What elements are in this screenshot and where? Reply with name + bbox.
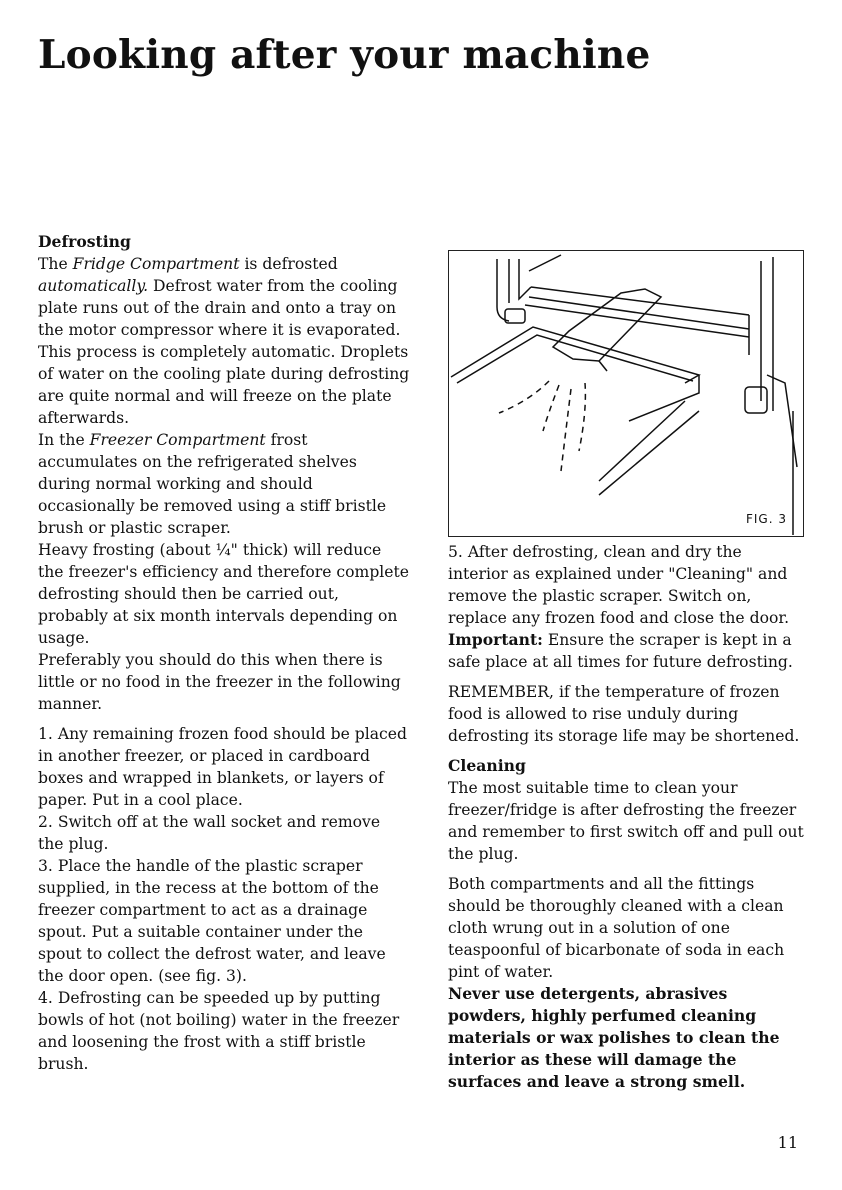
page-title: Looking after your machine xyxy=(38,32,651,78)
step-1: 1. Any remaining frozen food should be placed in another freezer, or placed in cardboard boxes and wrapped in blankets, or layers of paper. Put in a cool place. xyxy=(38,725,407,809)
important-label: Important: xyxy=(448,630,543,649)
fridge-defrost-paragraph xyxy=(38,253,410,429)
right-column xyxy=(448,541,806,1093)
cleaning-heading: Cleaning xyxy=(448,756,526,775)
remember-note: REMEMBER, if the temperature of frozen food is allowed to rise unduly during defrosting its storage life may be shortened. xyxy=(448,683,800,745)
step-2: 2. Switch off at the wall socket and remove the plug. xyxy=(38,813,381,853)
text-run-italic: automatically. xyxy=(38,277,149,295)
cleaning-paragraph-2: Both compartments and all the fittings should be thoroughly cleaned with a clean cloth wrung out in a solution of one teaspoonful of bicarbonate of soda in each pint of water. xyxy=(448,875,785,981)
scraper-drainage-drawing xyxy=(449,251,802,535)
important-text: Ensure the scraper is kept in a safe place at all times for future defrosting. xyxy=(448,631,793,671)
defrosting-heading: Defrosting xyxy=(38,232,131,251)
cleaning-warning: Never use detergents, abrasives powders, highly perfumed cleaning materials or wax polishes to clean the interior as these will damage the surfaces and leave a strong smell. xyxy=(448,984,780,1091)
step-5: 5. After defrosting, clean and dry the interior as explained under "Cleaning" and remove the plastic scraper. Switch on, replace any frozen food and close the door. xyxy=(448,543,790,627)
figure-label: FIG. 3 xyxy=(745,512,787,526)
fig-3-illustration xyxy=(448,250,804,537)
step-4: 4. Defrosting can be speeded up by putting bowls of hot (not boiling) water in the freezer and loosening the frost with a stiff bristle brush. xyxy=(38,989,400,1073)
important-note xyxy=(448,629,806,673)
freezer-frost-paragraph xyxy=(38,429,410,539)
preferably-paragraph: Preferably you should do this when there is little or no food in the freezer in the following manner. xyxy=(38,651,401,713)
text-run: is defrosted xyxy=(239,255,338,273)
left-column xyxy=(38,231,410,1075)
page-number: 11 xyxy=(777,1133,798,1152)
text-run: In the xyxy=(38,431,90,449)
heavy-frosting-paragraph: Heavy frosting (about ¼" thick) will reduce the freezer's efficiency and therefore complete defrosting should then be carried out, probably at six month intervals depending on usage. xyxy=(38,541,410,647)
text-run: Defrost water from the cooling plate runs out of the drain and onto a tray on the motor compressor where it is evaporated. This process is completely automatic. Droplets of water on the cooling plate during defrosting are quite normal and will freeze on the plate afterwards. xyxy=(38,277,410,427)
step-3: 3. Place the handle of the plastic scraper supplied, in the recess at the bottom of the freezer compartment to act as a drainage spout. Put a suitable container under the spout to collect the defrost water, and leave the door open. (see fig. 3). xyxy=(38,857,386,985)
text-run-italic: Freezer Compartment xyxy=(89,431,266,449)
text-run: frost accumulates on the refrigerated shelves during normal working and should occasionally be removed using a stiff bristle brush or plastic scraper. xyxy=(38,431,387,537)
cleaning-paragraph-1: The most suitable time to clean your freezer/fridge is after defrosting the freezer and remember to first switch off and pull out the plug. xyxy=(448,779,804,863)
text-run-italic: Fridge Compartment xyxy=(72,255,240,273)
text-run: The xyxy=(38,255,73,273)
